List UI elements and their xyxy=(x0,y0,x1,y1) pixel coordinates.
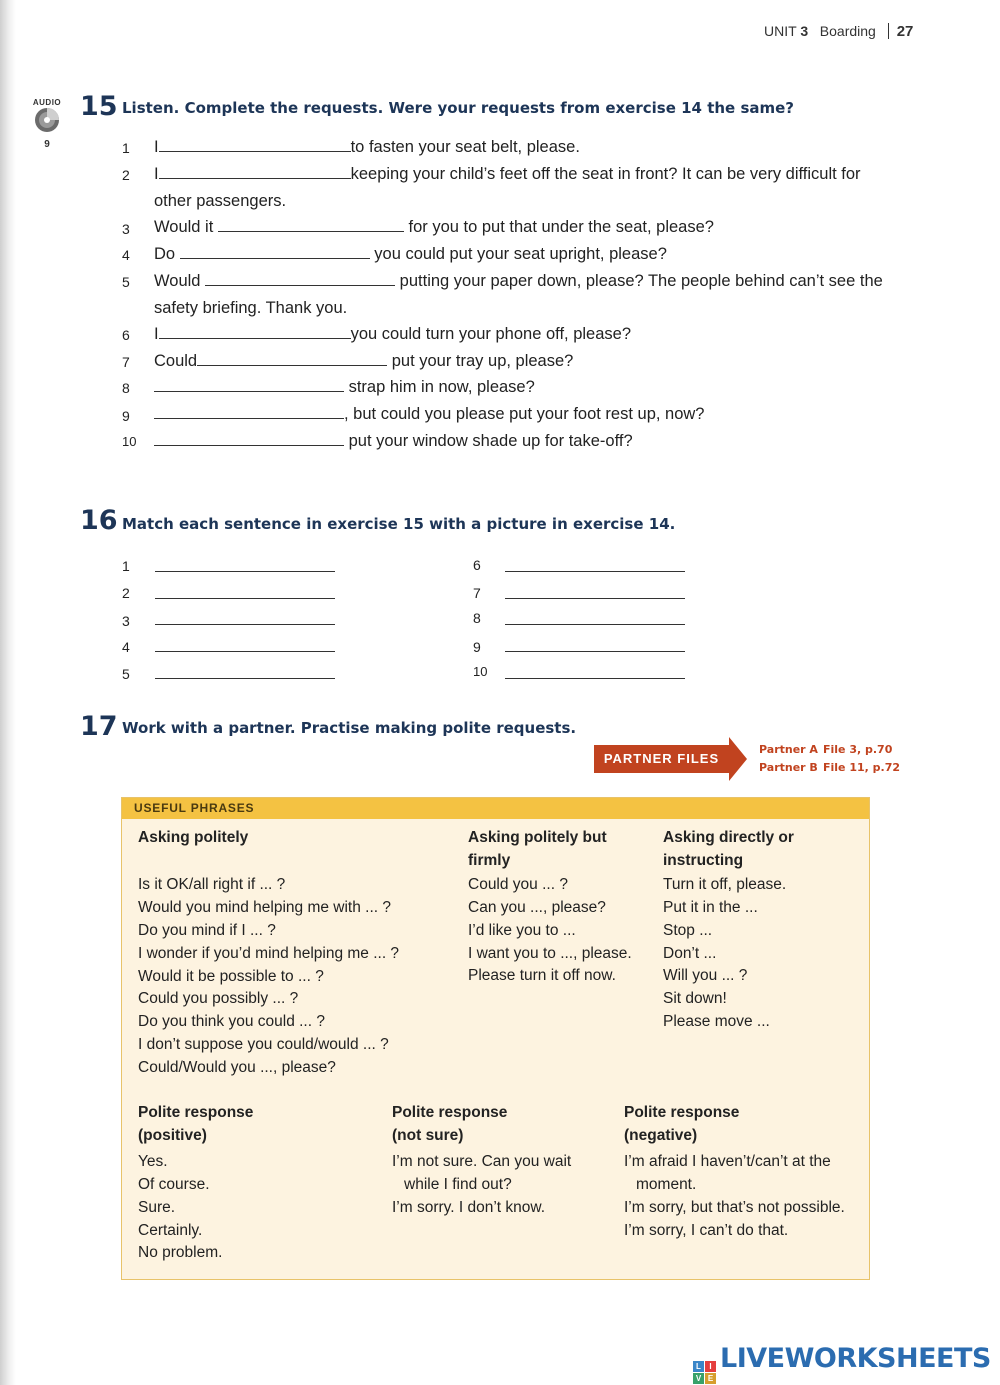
list-item xyxy=(154,404,704,424)
response-not-sure-column xyxy=(392,1102,571,1220)
list-item xyxy=(154,431,633,451)
exercise-16-title: Match each sentence in exercise 15 with a picture in exercise 14. xyxy=(122,515,676,533)
item-continuation: safety briefing. Thank you. xyxy=(154,299,348,317)
match-number: 6 xyxy=(473,557,481,573)
match-number: 10 xyxy=(473,664,488,679)
item-prefix: Would xyxy=(154,272,201,290)
item-continuation: other passengers. xyxy=(154,192,287,210)
exercise-17-number: 17 xyxy=(80,711,118,742)
phrase-item: Certainly. xyxy=(138,1221,203,1239)
column-heading: Asking politely xyxy=(138,829,249,846)
phrase-item: Can you ..., please? xyxy=(468,898,606,916)
logo-tile: I xyxy=(705,1361,716,1372)
phrase-item: I’d like you to ... xyxy=(468,921,576,939)
match-blank[interactable] xyxy=(505,678,685,679)
audio-label: AUDIO xyxy=(32,98,62,107)
phrase-item: Turn it off, please. xyxy=(663,875,787,893)
item-suffix: to fasten your seat belt, please. xyxy=(350,138,580,156)
answer-blank[interactable] xyxy=(154,404,344,419)
phrase-item: moment. xyxy=(636,1175,697,1193)
phrase-item: I’m sorry. I don’t know. xyxy=(392,1198,546,1216)
phrase-item: Please turn it off now. xyxy=(468,967,616,985)
liveworksheets-watermark[interactable] xyxy=(693,1343,991,1384)
phrase-item: Do you mind if I ... ? xyxy=(138,921,276,939)
phrase-item: Will you ... ? xyxy=(663,967,748,985)
logo-tile: L xyxy=(693,1361,704,1372)
item-suffix: putting your paper down, please? The people behind can’t see the xyxy=(399,272,883,290)
partner-a-label: Partner A xyxy=(759,743,818,756)
item-number: 10 xyxy=(122,434,137,449)
match-blank[interactable] xyxy=(155,624,335,625)
partner-files-button[interactable]: PARTNER FILES xyxy=(594,745,729,773)
page-header xyxy=(764,23,913,40)
useful-phrases-heading: USEFUL PHRASES xyxy=(134,801,255,815)
list-item xyxy=(154,351,573,371)
cd-icon xyxy=(34,107,60,133)
logo-tile: E xyxy=(705,1373,716,1384)
answer-blank[interactable] xyxy=(154,377,344,392)
match-number: 5 xyxy=(122,666,130,682)
asking-firmly-column xyxy=(468,827,632,988)
item-number: 9 xyxy=(122,408,130,424)
match-blank[interactable] xyxy=(155,598,335,599)
list-item xyxy=(154,377,535,397)
phrase-item: Sit down! xyxy=(663,990,727,1008)
answer-blank[interactable] xyxy=(218,217,404,232)
phrase-item: I wonder if you’d mind helping me ... ? xyxy=(138,944,400,962)
item-suffix: strap him in now, please? xyxy=(348,378,535,396)
phrase-item: I’m not sure. Can you wait xyxy=(392,1152,572,1170)
item-prefix: I xyxy=(154,138,159,156)
phrase-item: I don’t suppose you could/would ... ? xyxy=(138,1036,389,1054)
match-number: 8 xyxy=(473,610,481,626)
response-positive-column xyxy=(138,1102,253,1265)
useful-phrases-box xyxy=(121,797,870,1280)
item-prefix: I xyxy=(154,325,159,343)
item-number: 8 xyxy=(122,380,130,396)
phrase-item: I’m afraid I haven’t/can’t at the xyxy=(624,1152,831,1170)
match-blank[interactable] xyxy=(155,678,335,679)
phrase-item: Could you possibly ... ? xyxy=(138,990,299,1008)
phrase-item: Please move ... xyxy=(663,1013,770,1031)
answer-blank[interactable] xyxy=(180,244,370,259)
item-suffix: you could turn your phone off, please? xyxy=(350,325,631,343)
phrase-item: Do you think you could ... ? xyxy=(138,1013,325,1031)
phrase-item: Is it OK/all right if ... ? xyxy=(138,875,286,893)
answer-blank[interactable] xyxy=(159,137,351,152)
section-title: Boarding xyxy=(819,23,876,39)
list-item xyxy=(154,137,580,157)
audio-indicator[interactable] xyxy=(32,98,62,150)
answer-blank[interactable] xyxy=(159,324,351,339)
list-item xyxy=(154,244,667,264)
exercise-15-title: Listen. Complete the requests. Were your requests from exercise 14 the same? xyxy=(122,99,795,117)
match-number: 4 xyxy=(122,639,130,655)
phrase-item: Could/Would you ..., please? xyxy=(138,1059,336,1077)
asking-politely-column xyxy=(138,827,399,1080)
item-prefix: Would it xyxy=(154,218,214,236)
match-blank[interactable] xyxy=(505,624,685,625)
asking-directly-column xyxy=(663,827,794,1034)
phrase-item: Would it be possible to ... ? xyxy=(138,967,324,985)
unit-label: UNIT xyxy=(764,23,797,39)
answer-blank[interactable] xyxy=(197,351,387,366)
column-heading: Polite response (not sure) xyxy=(392,1104,508,1144)
item-number: 2 xyxy=(122,167,130,183)
item-prefix: I xyxy=(154,165,159,183)
phrase-item: Don’t ... xyxy=(663,944,717,962)
match-blank[interactable] xyxy=(505,598,685,599)
item-suffix: put your tray up, please? xyxy=(391,352,574,370)
phrase-item: Could you ... ? xyxy=(468,875,568,893)
phrase-item: Stop ... xyxy=(663,921,713,939)
phrase-item: Yes. xyxy=(138,1152,168,1170)
item-number: 7 xyxy=(122,354,130,370)
item-number: 5 xyxy=(122,274,130,290)
item-number: 1 xyxy=(122,140,130,156)
item-number: 3 xyxy=(122,221,130,237)
phrase-item: Of course. xyxy=(138,1175,210,1193)
match-number: 1 xyxy=(122,558,130,574)
column-heading: Polite response (negative) xyxy=(624,1104,740,1144)
match-number: 2 xyxy=(122,585,130,601)
phrase-item: I’m sorry, I can’t do that. xyxy=(624,1221,789,1239)
phrase-item: while I find out? xyxy=(404,1175,512,1193)
item-number: 4 xyxy=(122,247,130,263)
match-number: 3 xyxy=(122,613,130,629)
item-number: 6 xyxy=(122,327,130,343)
useful-phrases-header xyxy=(122,798,869,819)
liveworksheets-logo-icon xyxy=(693,1361,716,1384)
match-number: 7 xyxy=(473,585,481,601)
phrase-item: Would you mind helping me with ... ? xyxy=(138,898,392,916)
arrow-right-icon xyxy=(729,737,747,781)
answer-blank[interactable] xyxy=(159,164,351,179)
column-heading: Asking directly or instructing xyxy=(663,829,794,869)
response-negative-column xyxy=(624,1102,845,1242)
header-divider xyxy=(888,23,889,39)
partner-b-file-ref[interactable]: File 11, p.72 xyxy=(823,761,901,774)
match-blank[interactable] xyxy=(155,651,335,652)
column-heading: Asking politely but firmly xyxy=(468,829,607,869)
phrase-item: Sure. xyxy=(138,1198,176,1216)
answer-blank[interactable] xyxy=(205,271,395,286)
match-blank[interactable] xyxy=(155,571,335,572)
list-item xyxy=(154,324,631,344)
item-prefix: Do xyxy=(154,245,176,263)
phrase-item: No problem. xyxy=(138,1244,223,1262)
list-item xyxy=(154,217,714,237)
phrase-item: Put it in the ... xyxy=(663,898,758,916)
item-suffix: , but could you please put your foot rest up, now? xyxy=(344,405,705,423)
list-item xyxy=(154,164,861,184)
unit-number: 3 xyxy=(800,23,809,39)
watermark-text: LIVEWORKSHEETS xyxy=(720,1343,991,1374)
exercise-17-title: Work with a partner. Practise making polite requests. xyxy=(122,719,577,737)
item-prefix: Could xyxy=(154,352,198,370)
partner-a-file-ref[interactable]: File 3, p.70 xyxy=(823,743,893,756)
page-number: 27 xyxy=(896,23,914,40)
logo-tile: V xyxy=(693,1373,704,1384)
item-suffix: you could put your seat upright, please? xyxy=(374,245,667,263)
exercise-15-number: 15 xyxy=(80,91,118,122)
answer-blank[interactable] xyxy=(154,431,344,446)
phrase-item: I want you to ..., please. xyxy=(468,944,632,962)
phrase-item: I’m sorry, but that’s not possible. xyxy=(624,1198,845,1216)
column-heading: Polite response (positive) xyxy=(138,1104,254,1144)
partner-b-label: Partner B xyxy=(759,761,818,774)
page-edge-shadow xyxy=(0,0,16,1385)
item-suffix: for you to put that under the seat, please? xyxy=(408,218,714,236)
list-item xyxy=(154,271,883,291)
match-blank[interactable] xyxy=(505,571,685,572)
item-suffix: put your window shade up for take-off? xyxy=(348,432,633,450)
item-suffix: keeping your child’s feet off the seat in front? It can be very difficult for xyxy=(350,165,861,183)
exercise-16-number: 16 xyxy=(80,505,118,536)
audio-track: 9 xyxy=(44,139,50,150)
match-blank[interactable] xyxy=(505,651,685,652)
match-number: 9 xyxy=(473,639,481,655)
